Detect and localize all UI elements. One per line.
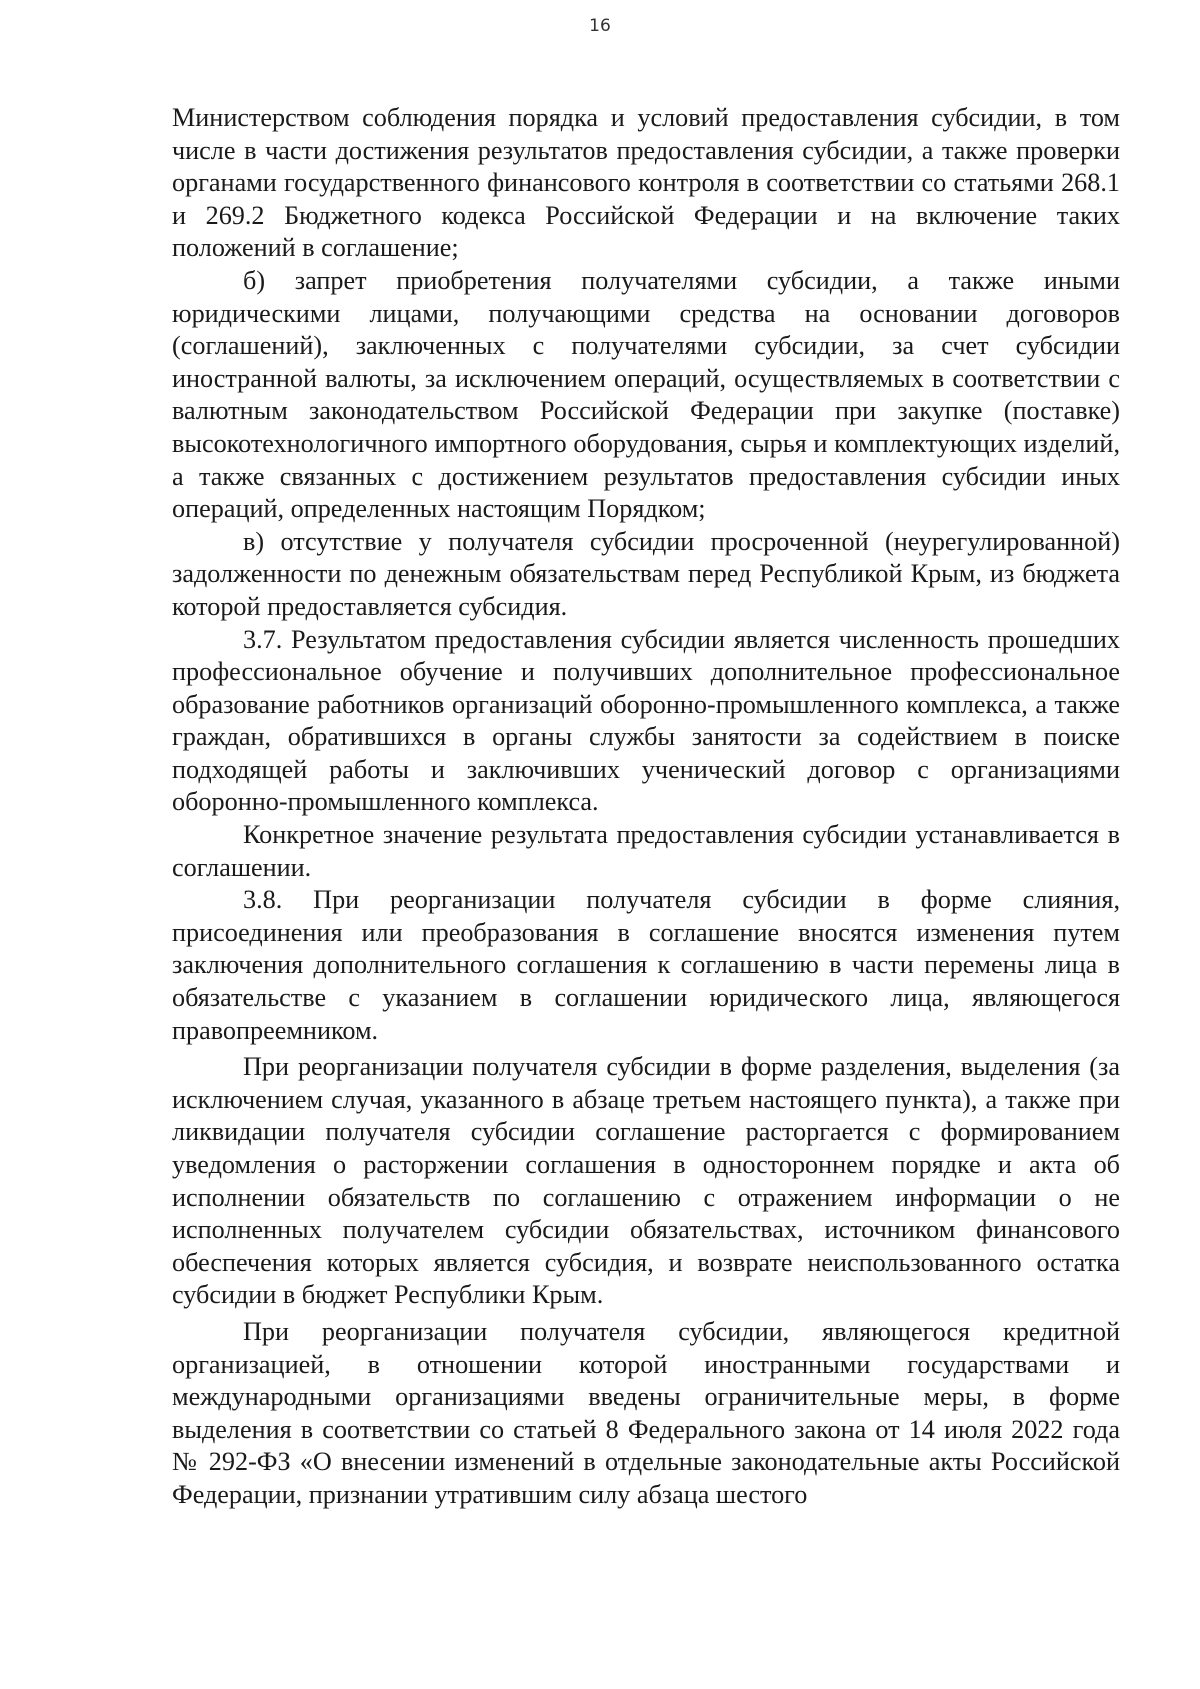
paragraph-3-7: 3.7. Результатом предоставления субсидии является численность прошедших профессиональное обучение и получивших дополнительное профессиональное образование работников организаций оборонно-промышленного комплекса, а также граждан, обратившихся в органы службы занятости за содействием в поиске подходящей работы и заключивших ученический договор с организациями оборонно-промышленного комплекса.	[172, 624, 1120, 817]
paragraph-result-value: Конкретное значение результата предоставления субсидии устанавливается в соглашении.	[172, 820, 1120, 882]
paragraph-item-v: в) отсутствие у получателя субсидии просроченной (неурегулированной) задолженности по денежным обязательствам перед Республикой Крым, из бюджета которой предоставляется субсидия.	[172, 526, 1120, 621]
paragraph-continuation: Министерством соблюдения порядка и условий предоставления субсидии, в том числе в части достижения результатов предоставления субсидии, а также проверки органами государственного финансового контроля в соответствии со статьями 268.1 и 269.2 Бюджетного кодекса Российской Федерации и на включение таких положений в соглашение;	[172, 103, 1120, 263]
document-body	[172, 102, 1120, 1512]
paragraph-item-b: б) запрет приобретения получателями субсидии, а также иными юридическими лицами, получающими средства на основании договоров (соглашений), заключенных с получателями субсидии, за счет субсидии иностранной валюты, за исключением операций, осуществляемых в соответствии с валютным законодательством Российской Федерации при закупке (поставке) высокотехнологичного импортного оборудования, сырья и комплектующих изделий, а также связанных с достижением результатов предоставления субсидии иных операций, определенных настоящим Порядком;	[172, 265, 1120, 524]
paragraph-3-8: 3.8. При реорганизации получателя субсидии в форме слияния, присоединения или преобразования в соглашение вносятся изменения путем заключения дополнительного соглашения к соглашению в части перемены лица в обязательстве с указанием в соглашении юридического лица, являющегося правопреемником.	[172, 885, 1120, 1045]
paragraph-reorganization-credit-org: При реорганизации получателя субсидии, являющегося кредитной организацией, в отношении которой иностранными государствами и международными организациями введены ограничительные меры, в форме выделения в соответствии со статьей 8 Федерального закона от 14 июля 2022 года № 292-ФЗ «О внесении изменений в отдельные законодательные акты Российской Федерации, признании утратившим силу абзаца шестого	[172, 1316, 1120, 1509]
page-number: 16	[589, 16, 611, 36]
paragraph-reorganization-division: При реорганизации получателя субсидии в форме разделения, выделения (за исключением случая, указанного в абзаце третьем настоящего пункта), а также при ликвидации получателя субсидии соглашение расторгается с формированием уведомления о расторжении соглашения в одностороннем порядке и акта об исполнении обязательств по соглашению с отражением информации о не исполненных получателем субсидии обязательствах, источником финансового обеспечения которых является субсидия, и возврате неиспользованного остатка субсидии в бюджет Республики Крым.	[172, 1052, 1120, 1310]
